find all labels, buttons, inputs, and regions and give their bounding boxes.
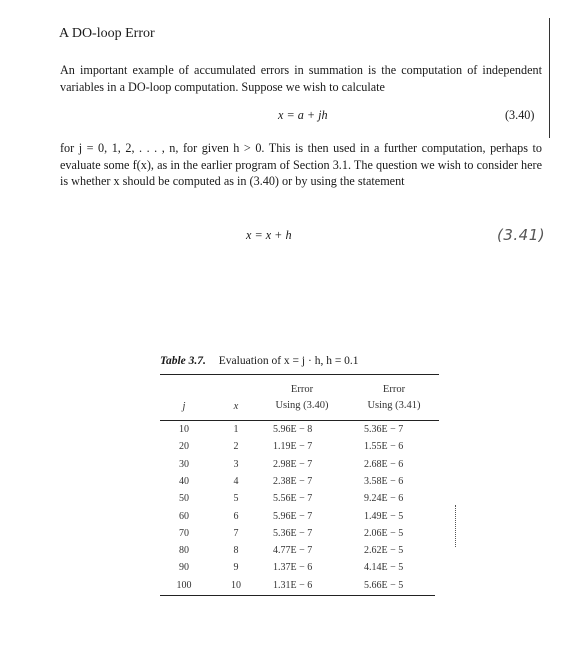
cell-x: 6 bbox=[233, 510, 239, 522]
cell-x: 7 bbox=[233, 527, 239, 539]
paragraph-question: for j = 0, 1, 2, . . . , n, for given h > 0. This is then used in a further computation, perhaps to evaluate some f(x), as in the earlier program of Section 3.1. The question we wish to consider here is whether x should be computed as in (3.40) or by using the statement bbox=[60, 141, 542, 188]
cell-error-3-40: 1.19E − 7 bbox=[273, 441, 313, 453]
cell-error-3-41: 2.68E − 6 bbox=[364, 458, 404, 470]
paragraph-intro: An important example of accumulated errors in summation is the computation of independent variables in a DO-loop computation. Suppose we wish to calculate bbox=[60, 63, 542, 94]
cell-error-3-40: 5.96E − 7 bbox=[273, 510, 313, 522]
margin-mark bbox=[455, 505, 457, 547]
header-j: j bbox=[182, 401, 186, 412]
header-x: x bbox=[233, 401, 239, 412]
cell-j: 90 bbox=[179, 562, 189, 574]
equation-3-40: x = a + jh bbox=[278, 108, 328, 122]
table-row bbox=[160, 493, 440, 510]
header-error-1-line1: Error bbox=[290, 384, 314, 395]
header-error-2-line1: Error bbox=[382, 384, 406, 395]
equation-3-41-handwritten-number: (3.41) bbox=[497, 226, 546, 244]
cell-error-3-40: 2.98E − 7 bbox=[273, 458, 313, 470]
cell-x: 5 bbox=[233, 493, 239, 505]
table-row bbox=[160, 476, 440, 493]
table-row bbox=[160, 441, 440, 458]
cell-x: 1 bbox=[233, 424, 239, 435]
table-row bbox=[160, 511, 440, 528]
cell-error-3-40: 5.36E − 7 bbox=[273, 527, 313, 539]
cell-error-3-41: 2.62E − 5 bbox=[364, 545, 404, 557]
cell-j: 10 bbox=[179, 424, 189, 435]
equation-3-41: x = x + h bbox=[246, 228, 292, 242]
cell-error-3-41: 3.58E − 6 bbox=[364, 475, 404, 487]
cell-j: 30 bbox=[179, 458, 189, 470]
cell-x: 3 bbox=[233, 458, 239, 470]
cell-j: 80 bbox=[179, 545, 189, 557]
cell-j: 50 bbox=[179, 493, 189, 505]
cell-error-3-41: 2.06E − 5 bbox=[364, 527, 404, 539]
cell-j: 70 bbox=[179, 527, 189, 539]
cell-error-3-40: 5.96E − 8 bbox=[273, 424, 313, 435]
cell-error-3-41: 5.36E − 7 bbox=[364, 424, 404, 435]
cell-x: 2 bbox=[233, 441, 239, 453]
table-caption-text: Evaluation of x = j · h, h = 0.1 bbox=[218, 355, 359, 367]
header-error-1-line2: Using (3.40) bbox=[275, 400, 329, 411]
cell-x: 4 bbox=[233, 475, 239, 487]
cell-error-3-41: 4.14E − 5 bbox=[364, 562, 404, 574]
table-bottom-rule bbox=[160, 595, 435, 596]
cell-error-3-41: 1.49E − 5 bbox=[364, 510, 404, 522]
cell-error-3-40: 1.31E − 6 bbox=[273, 579, 313, 591]
cell-error-3-41: 9.24E − 6 bbox=[364, 493, 404, 505]
table-row bbox=[160, 545, 440, 562]
cell-error-3-40: 5.56E − 7 bbox=[273, 493, 313, 505]
cell-j: 20 bbox=[179, 441, 189, 453]
table-row bbox=[160, 424, 440, 441]
cell-error-3-40: 1.37E − 6 bbox=[273, 562, 313, 574]
cell-j: 40 bbox=[179, 475, 189, 487]
table-header-rule bbox=[160, 420, 439, 421]
cell-x: 8 bbox=[233, 545, 239, 557]
table-label: Table 3.7. bbox=[160, 355, 206, 367]
table-row bbox=[160, 528, 440, 545]
cell-j: 100 bbox=[176, 579, 192, 591]
cell-error-3-40: 4.77E − 7 bbox=[273, 545, 313, 557]
table-row bbox=[160, 562, 440, 579]
cell-x: 10 bbox=[231, 579, 241, 591]
equation-3-40-number: (3.40) bbox=[505, 108, 535, 122]
table-top-rule bbox=[160, 374, 439, 375]
cell-error-3-41: 5.66E − 5 bbox=[364, 579, 404, 591]
table-row bbox=[160, 459, 440, 476]
section-title: A DO-loop Error bbox=[59, 26, 155, 41]
margin-bar bbox=[549, 18, 550, 138]
table-caption bbox=[160, 355, 359, 367]
cell-error-3-40: 2.38E − 7 bbox=[273, 475, 313, 487]
cell-error-3-41: 1.55E − 6 bbox=[364, 441, 404, 453]
cell-x: 9 bbox=[233, 562, 239, 574]
cell-j: 60 bbox=[179, 510, 189, 522]
header-error-2-line2: Using (3.41) bbox=[367, 400, 421, 411]
